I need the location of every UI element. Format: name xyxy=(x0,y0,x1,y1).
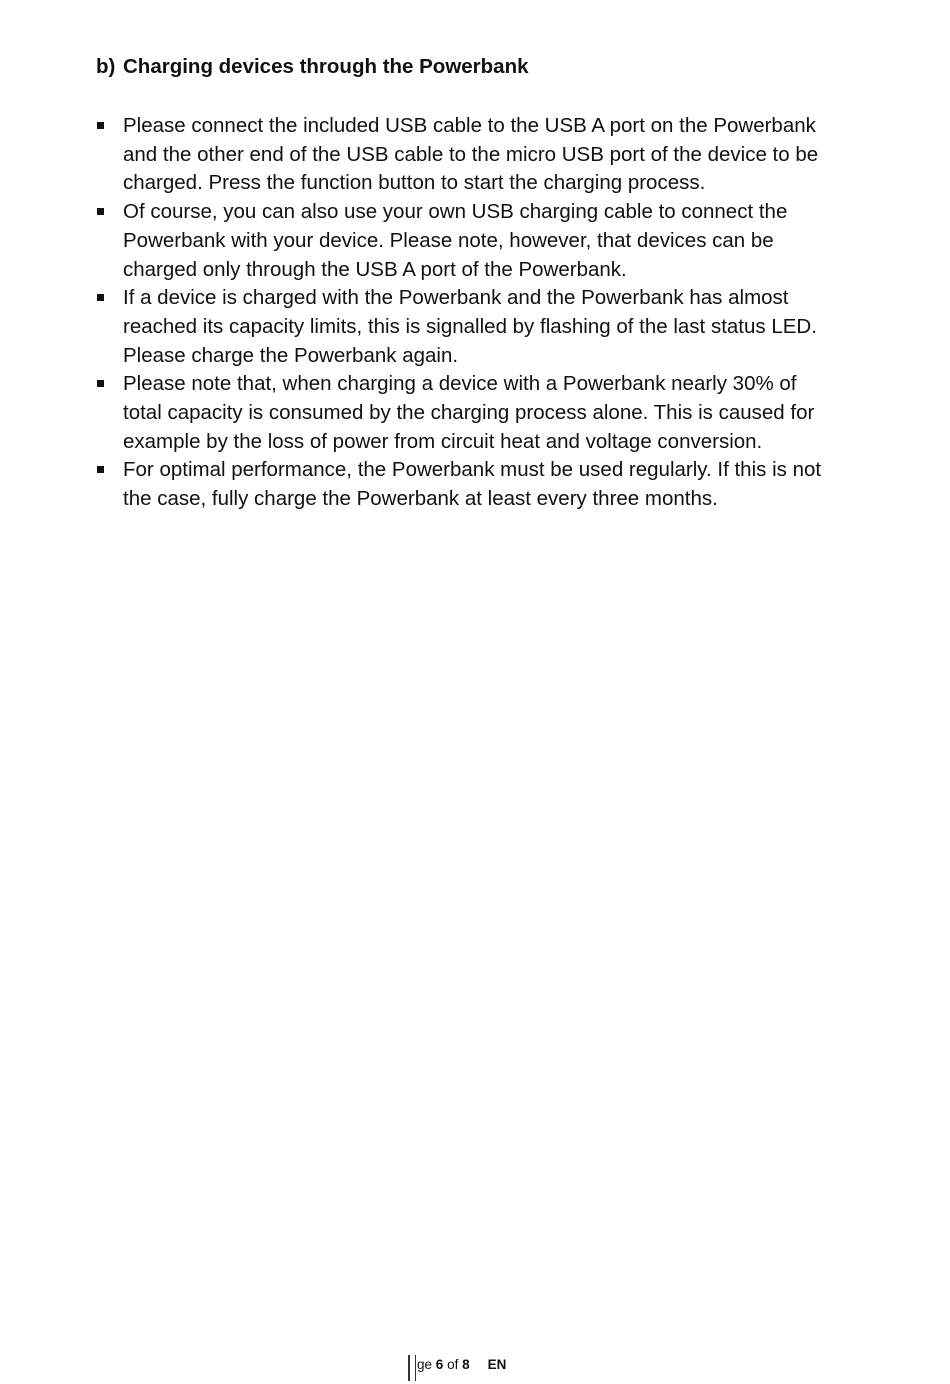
list-item-text: If a device is charged with the Powerbank and the Powerbank has almost reached its capacity limits, this is signalled by flashing of the last status LED. Please charge the Powerbank again. xyxy=(123,286,817,367)
footer-bar-mark-icon xyxy=(408,1355,416,1381)
list-item-text: Please connect the included USB cable to the USB A port on the Powerbank and the other end of the USB cable to the micro USB port of the device to be charged. Press the function button to start the charging process. xyxy=(123,114,819,195)
page-number: 6 xyxy=(435,1357,444,1372)
bullet-list xyxy=(96,112,836,514)
page-footer xyxy=(408,1355,506,1381)
square-bullet-icon xyxy=(97,466,104,473)
page-of-label: of xyxy=(447,1357,459,1372)
square-bullet-icon xyxy=(97,380,104,387)
list-item xyxy=(96,456,836,513)
list-item xyxy=(96,284,836,370)
section-heading xyxy=(96,55,529,79)
list-item xyxy=(96,370,836,456)
square-bullet-icon xyxy=(97,294,104,301)
page-prefix: ge xyxy=(417,1357,433,1372)
page-indicator xyxy=(417,1355,470,1372)
list-item xyxy=(96,112,836,198)
section-marker: b) xyxy=(96,55,116,78)
language-code: EN xyxy=(487,1357,507,1372)
section-title: Charging devices through the Powerbank xyxy=(123,55,529,78)
list-item-text: Please note that, when charging a device with a Powerbank nearly 30% of total capacity is consumed by the charging process alone. This is caused for example by the loss of power from circuit heat and voltage conversion. xyxy=(123,372,815,453)
page-total: 8 xyxy=(462,1357,470,1372)
square-bullet-icon xyxy=(97,122,104,129)
list-item-text: Of course, you can also use your own USB charging cable to connect the Powerbank with your device. Please note, however, that devices can be charged only through the USB A port of the Powerbank. xyxy=(123,200,788,281)
square-bullet-icon xyxy=(97,208,104,215)
list-item-text: For optimal performance, the Powerbank must be used regularly. If this is not the case, fully charge the Powerbank at least every three months. xyxy=(123,458,822,511)
list-item xyxy=(96,198,836,284)
